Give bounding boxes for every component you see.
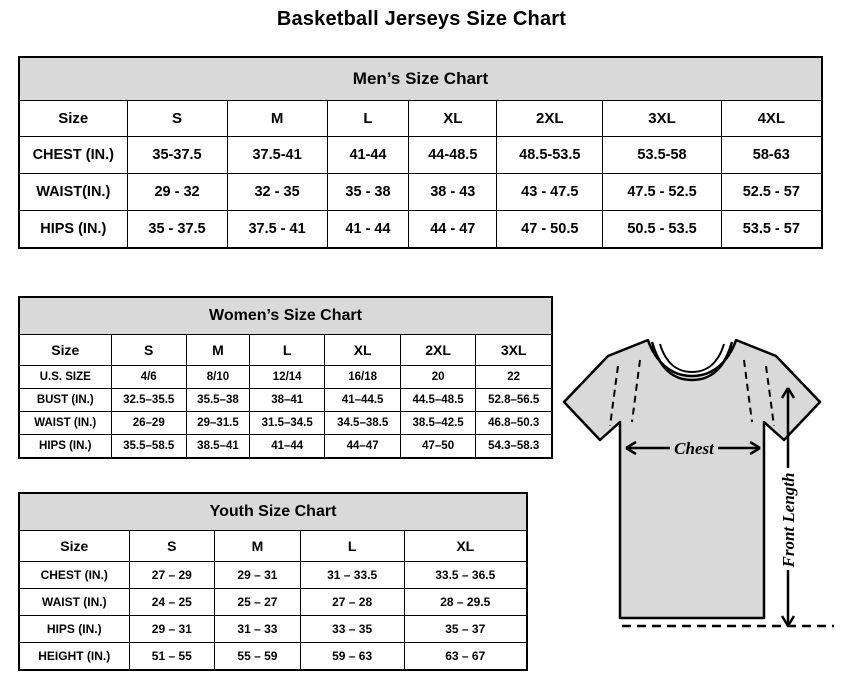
- table-row: [19, 389, 552, 412]
- cell: 47.5 - 52.5: [603, 174, 721, 211]
- row-label: CHEST (IN.): [19, 562, 129, 589]
- page-title: Basketball Jerseys Size Chart: [276, 8, 567, 30]
- table-row: [19, 562, 527, 589]
- cell: 34.5–38.5: [325, 412, 400, 435]
- table-row: [19, 174, 822, 211]
- cell: 59 – 63: [300, 643, 404, 671]
- cell: 35-37.5: [127, 137, 227, 174]
- table-row: [19, 589, 527, 616]
- cell: 44.5–48.5: [400, 389, 475, 412]
- cell: 12/14: [249, 366, 324, 389]
- cell: 38.5–42.5: [400, 412, 475, 435]
- cell: 29–31.5: [186, 412, 249, 435]
- cell: 41–44: [249, 435, 324, 459]
- cell: 54.3–58.3: [476, 435, 552, 459]
- cell: 31 – 33: [215, 616, 301, 643]
- cell: 31 – 33.5: [300, 562, 404, 589]
- womens-header-xl: XL: [325, 335, 400, 366]
- cell: 32.5–35.5: [111, 389, 186, 412]
- cell: 24 – 25: [129, 589, 215, 616]
- cell: 35 - 38: [327, 174, 409, 211]
- cell: 27 – 28: [300, 589, 404, 616]
- cell: 46.8–50.3: [476, 412, 552, 435]
- cell: 63 – 67: [404, 643, 527, 671]
- mens-header-m: M: [227, 101, 327, 137]
- youth-header-m: M: [215, 531, 301, 562]
- row-label: HIPS (IN.): [19, 435, 111, 459]
- cell: 31.5–34.5: [249, 412, 324, 435]
- cell: 58-63: [721, 137, 822, 174]
- cell: 51 – 55: [129, 643, 215, 671]
- mens-header-l: L: [327, 101, 409, 137]
- youth-header-l: L: [300, 531, 404, 562]
- cell: 27 – 29: [129, 562, 215, 589]
- cell: 47–50: [400, 435, 475, 459]
- table-row: [19, 366, 552, 389]
- cell: 53.5-58: [603, 137, 721, 174]
- cell: 50.5 - 53.5: [603, 211, 721, 249]
- jersey-measurement-diagram: [548, 330, 836, 660]
- cell: 29 – 31: [129, 616, 215, 643]
- mens-header-size: Size: [19, 101, 127, 137]
- row-label: HIPS (IN.): [19, 211, 127, 249]
- cell: 38.5–41: [186, 435, 249, 459]
- cell: 20: [400, 366, 475, 389]
- mens-header-row: [19, 101, 822, 137]
- cell: 44–47: [325, 435, 400, 459]
- cell: 38–41: [249, 389, 324, 412]
- womens-header-size: Size: [19, 335, 111, 366]
- womens-size-chart-section: [18, 296, 553, 459]
- cell: 35 - 37.5: [127, 211, 227, 249]
- row-label: CHEST (IN.): [19, 137, 127, 174]
- cell: 55 – 59: [215, 643, 301, 671]
- cell: 38 - 43: [409, 174, 497, 211]
- table-row: [19, 643, 527, 671]
- cell: 35.5–58.5: [111, 435, 186, 459]
- cell: 28 – 29.5: [404, 589, 527, 616]
- row-label: BUST (IN.): [19, 389, 111, 412]
- mens-header-s: S: [127, 101, 227, 137]
- row-label: WAIST (IN.): [19, 412, 111, 435]
- cell: 4/6: [111, 366, 186, 389]
- cell: 37.5 - 41: [227, 211, 327, 249]
- cell: 43 - 47.5: [497, 174, 603, 211]
- front-length-label: Front Length: [779, 472, 798, 568]
- youth-chart-caption: Youth Size Chart: [19, 493, 527, 531]
- mens-header-2xl: 2XL: [497, 101, 603, 137]
- youth-header-row: [19, 531, 527, 562]
- cell: 47 - 50.5: [497, 211, 603, 249]
- row-label: WAIST (IN.): [19, 589, 129, 616]
- youth-size-chart-table: [18, 492, 528, 671]
- womens-chart-caption-row: [19, 297, 552, 335]
- womens-header-s: S: [111, 335, 186, 366]
- row-label: HEIGHT (IN.): [19, 643, 129, 671]
- womens-chart-caption: Women’s Size Chart: [19, 297, 552, 335]
- cell: 41 - 44: [327, 211, 409, 249]
- youth-header-s: S: [129, 531, 215, 562]
- mens-size-chart-table: [18, 56, 823, 249]
- cell: 29 – 31: [215, 562, 301, 589]
- cell: 25 – 27: [215, 589, 301, 616]
- cell: 8/10: [186, 366, 249, 389]
- cell: 41-44: [327, 137, 409, 174]
- mens-header-4xl: 4XL: [721, 101, 822, 137]
- womens-header-2xl: 2XL: [400, 335, 475, 366]
- youth-header-size: Size: [19, 531, 129, 562]
- youth-header-xl: XL: [404, 531, 527, 562]
- cell: 35.5–38: [186, 389, 249, 412]
- cell: 35 – 37: [404, 616, 527, 643]
- cell: 32 - 35: [227, 174, 327, 211]
- cell: 29 - 32: [127, 174, 227, 211]
- cell: 52.5 - 57: [721, 174, 822, 211]
- womens-header-3xl: 3XL: [476, 335, 552, 366]
- row-label: WAIST(IN.): [19, 174, 127, 211]
- cell: 52.8–56.5: [476, 389, 552, 412]
- womens-header-row: [19, 335, 552, 366]
- mens-header-xl: XL: [409, 101, 497, 137]
- mens-chart-caption: Men’s Size Chart: [19, 57, 822, 101]
- cell: 44 - 47: [409, 211, 497, 249]
- table-row: [19, 616, 527, 643]
- womens-header-l: L: [249, 335, 324, 366]
- cell: 26–29: [111, 412, 186, 435]
- cell: 37.5-41: [227, 137, 327, 174]
- table-row: [19, 211, 822, 249]
- cell: 16/18: [325, 366, 400, 389]
- cell: 48.5-53.5: [497, 137, 603, 174]
- mens-chart-caption-row: [19, 57, 822, 101]
- row-label: U.S. SIZE: [19, 366, 111, 389]
- youth-chart-caption-row: [19, 493, 527, 531]
- chest-label: Chest: [674, 439, 714, 458]
- row-label: HIPS (IN.): [19, 616, 129, 643]
- mens-size-chart-section: [18, 56, 823, 249]
- cell: 53.5 - 57: [721, 211, 822, 249]
- cell: 33.5 – 36.5: [404, 562, 527, 589]
- cell: 33 – 35: [300, 616, 404, 643]
- womens-size-chart-table: [18, 296, 553, 459]
- youth-size-chart-section: [18, 492, 528, 671]
- table-row: [19, 412, 552, 435]
- cell: 41–44.5: [325, 389, 400, 412]
- table-row: [19, 137, 822, 174]
- table-row: [19, 435, 552, 459]
- mens-header-3xl: 3XL: [603, 101, 721, 137]
- womens-header-m: M: [186, 335, 249, 366]
- cell: 44-48.5: [409, 137, 497, 174]
- cell: 22: [476, 366, 552, 389]
